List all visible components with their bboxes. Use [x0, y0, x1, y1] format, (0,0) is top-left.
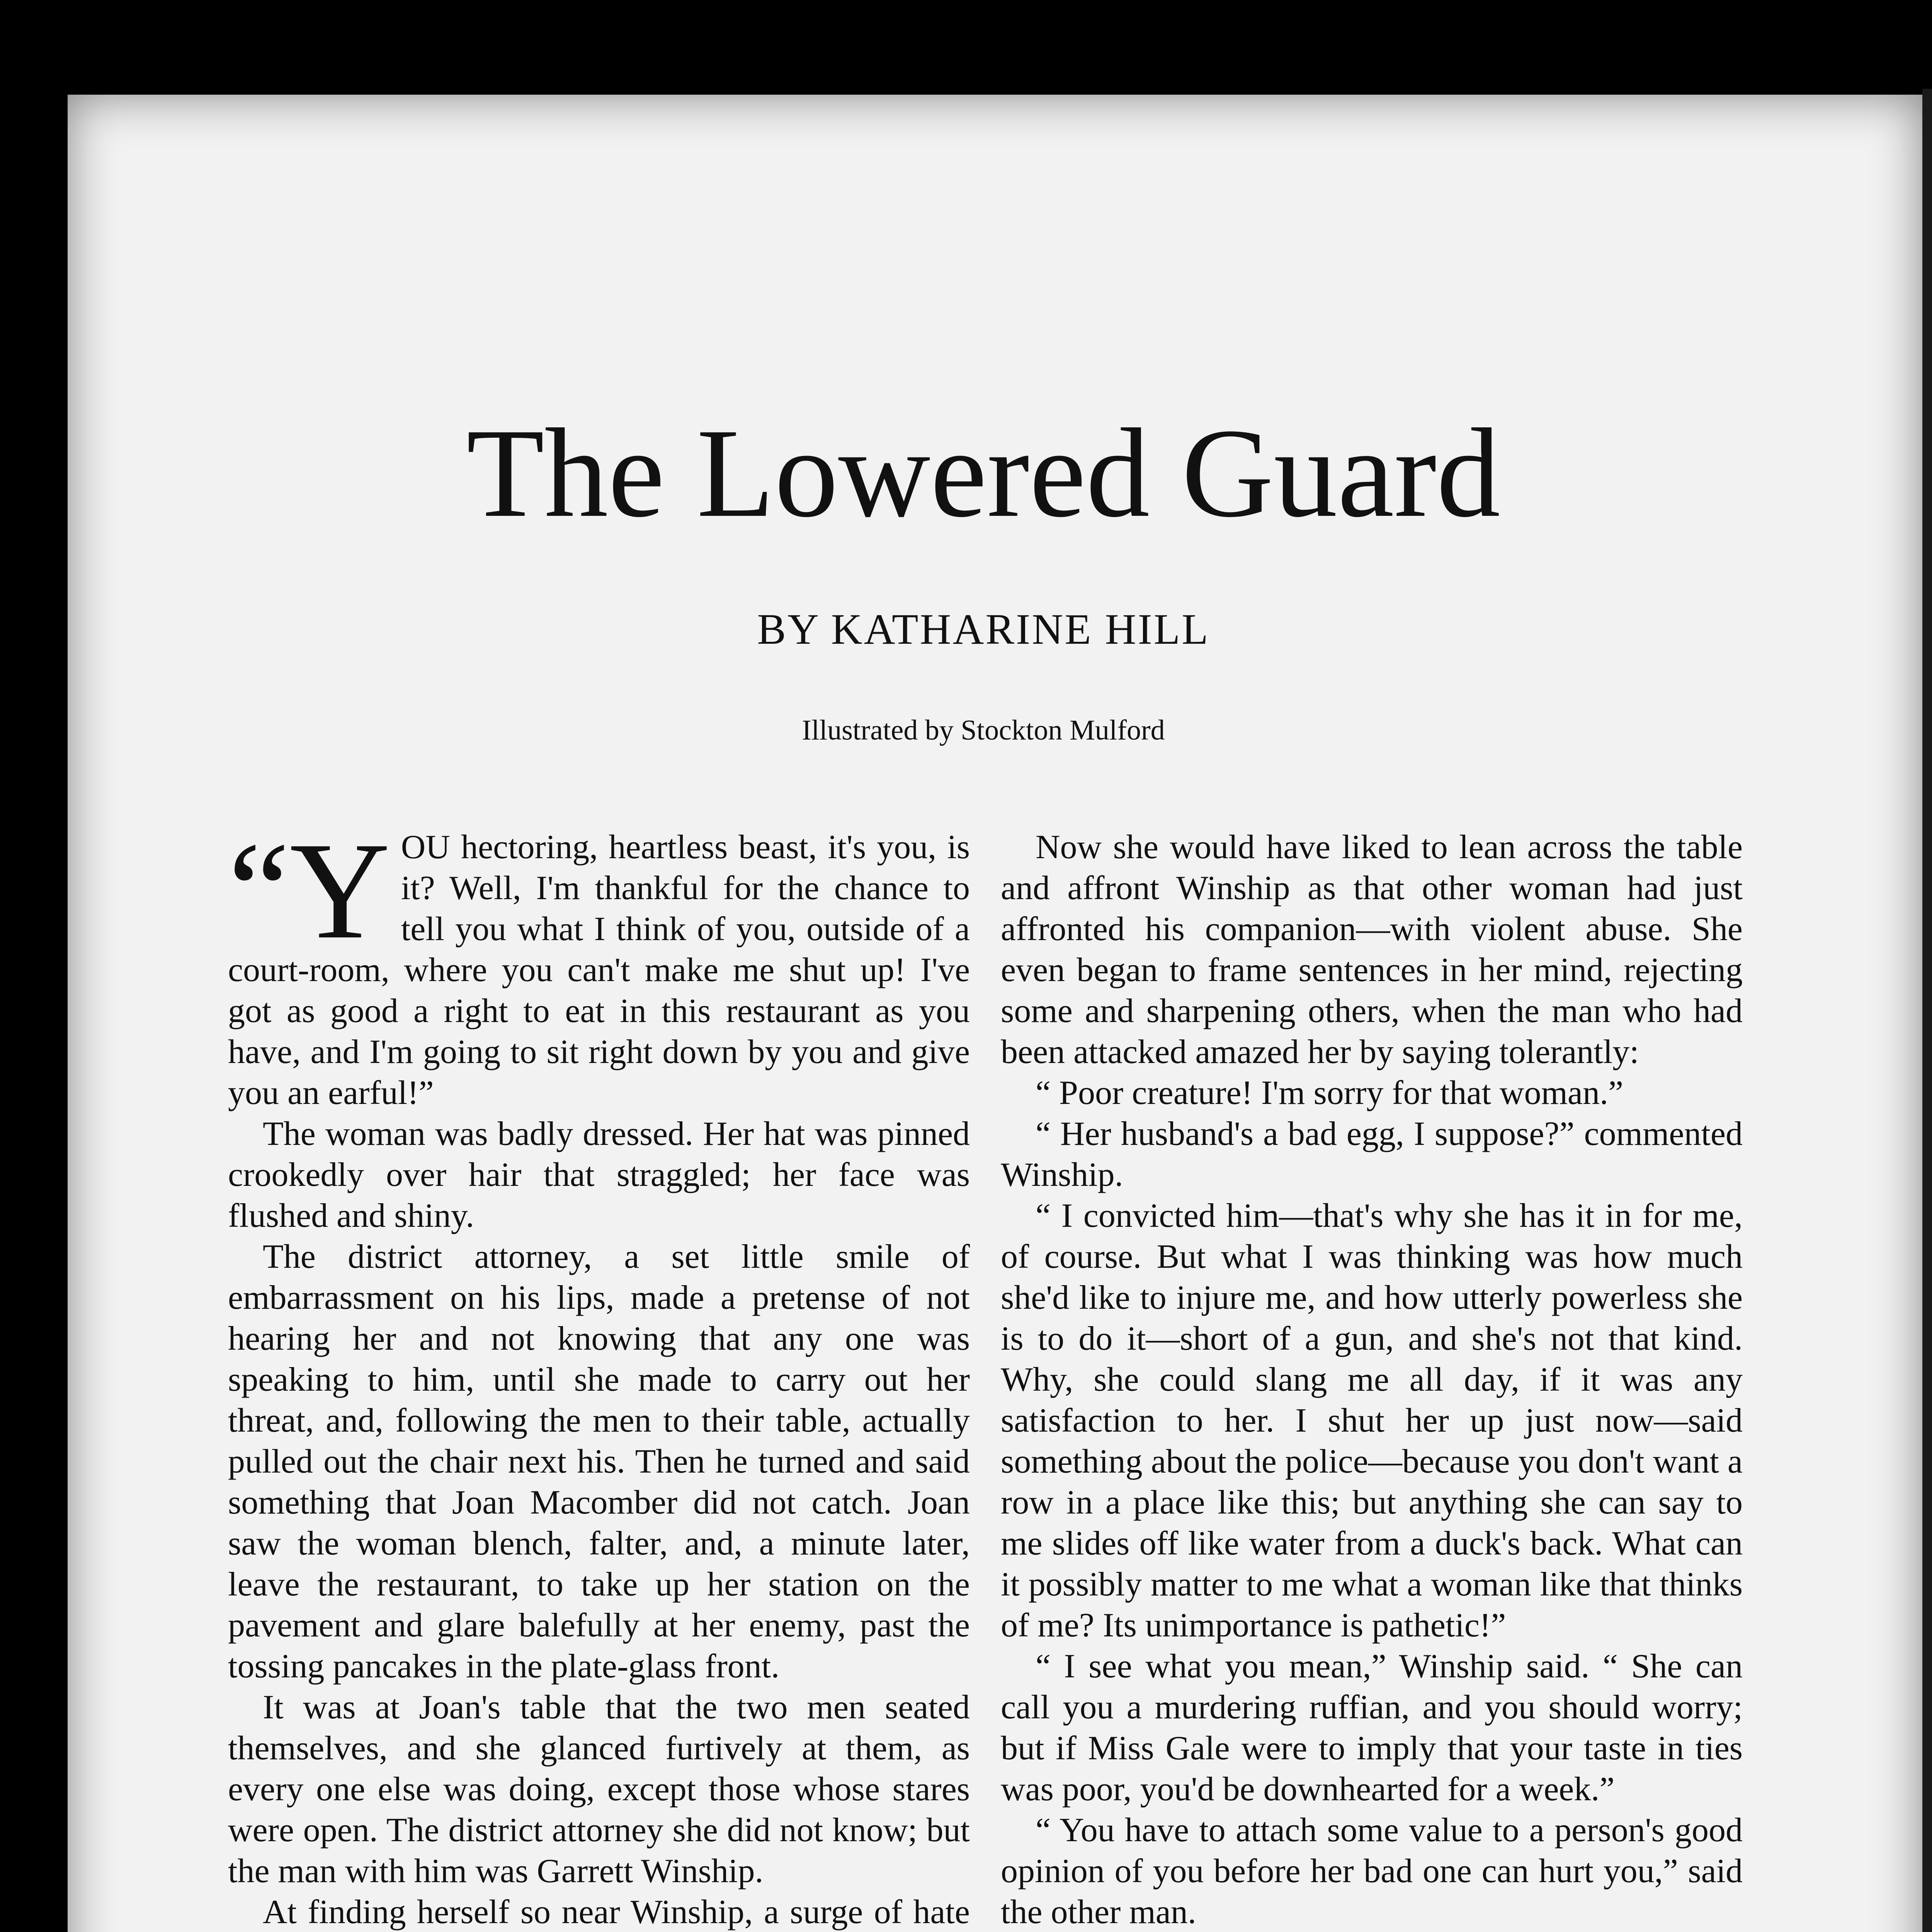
paragraph: “ I see what you mean,” Winship said. “ She can call you a murdering ruffian, and you should worry; but if Miss Gale were to imply that your taste in ties was poor, you'd be downhearted for a week.”: [1001, 1648, 1743, 1808]
paragraph: At finding herself so near Winship, a surge of hate: [263, 1893, 970, 1931]
text-column-left: [228, 813, 970, 1932]
paragraph: “ I convicted him—that's why she has it in for me, of course. But what I was thinking was how much she'd like to injure me, and how utterly powerless she is to do it—short of a gun, and she's not that kind. Why, she could slang me all day, if it was any satisfaction to her. I shut her up just now—said something about the police—because you don't want a row in a place like this; but anything she can say to me slides off like water from a duck's back. What can it possibly matter to me what a woman like that thinks of me? Its unimportance is pathetic!”: [1001, 1197, 1743, 1644]
paragraph: It was at Joan's table that the two men seated themselves, and she glanced furtively at them, as every one else was doing, except those whose stares were open. The district attorney she did not know; but the man with him was Garrett Winship.: [228, 1689, 970, 1890]
drop-cap-quote: “: [228, 813, 290, 968]
story-title: The Lowered Guard: [466, 403, 1500, 544]
illustrator-credit: Illustrated by Stockton Mulford: [802, 714, 1165, 746]
paragraph: Now she would have liked to lean across the table and affront Winship as that other woman had just affronted his companion—with violent abuse. She even began to frame sentences in her mind, rejecting some and sharpening others, when the man who had been attacked amazed her by saying tolerantly:: [1001, 828, 1743, 1071]
author-byline: BY KATHARINE HILL: [757, 605, 1210, 653]
drop-cap: [228, 813, 390, 968]
paragraph-text: OU hectoring, heartless beast, it's you, is it? Well, I'm thankful for the chance to tell you what I think of you, outside of a court-room, where you can't make me shut up! I've got as good a right to eat in this restaurant as you have, and I'm going to sit right down by you and give you an earful!”: [228, 828, 970, 1112]
paragraph: “ You have to attach some value to a person's good opinion of you before her bad one can hurt you,” said the other man.: [1001, 1811, 1743, 1931]
paragraph: The district attorney, a set little smile of embarrassment on his lips, made a pretense of not hearing her and not knowing that any one was speaking to him, until she made to carry out her threat, and, following the men to their table, actually pulled out the chair next his. Then he turned and said something that Joan Macomber did not catch. Joan saw the woman blench, falter, and, a minute later, leave the restaurant, to take up her station on the pavement and glare balefully at her enemy, past the tossing pancakes in the plate-glass front.: [228, 1238, 970, 1685]
paragraph: “ Her husband's a bad egg, I suppose?” commented Winship.: [1001, 1115, 1743, 1194]
page-gutter-edge: [1922, 89, 1932, 1932]
paragraph: “ Poor creature! I'm sorry for that woman.”: [1036, 1074, 1624, 1112]
paragraph: The woman was badly dressed. Her hat was pinned crookedly over hair that straggled; her face was flushed and shiny.: [228, 1115, 970, 1235]
drop-cap-letter: Y: [289, 813, 390, 968]
paragraph: [228, 813, 970, 1114]
text-column-right: [1001, 827, 1743, 1932]
